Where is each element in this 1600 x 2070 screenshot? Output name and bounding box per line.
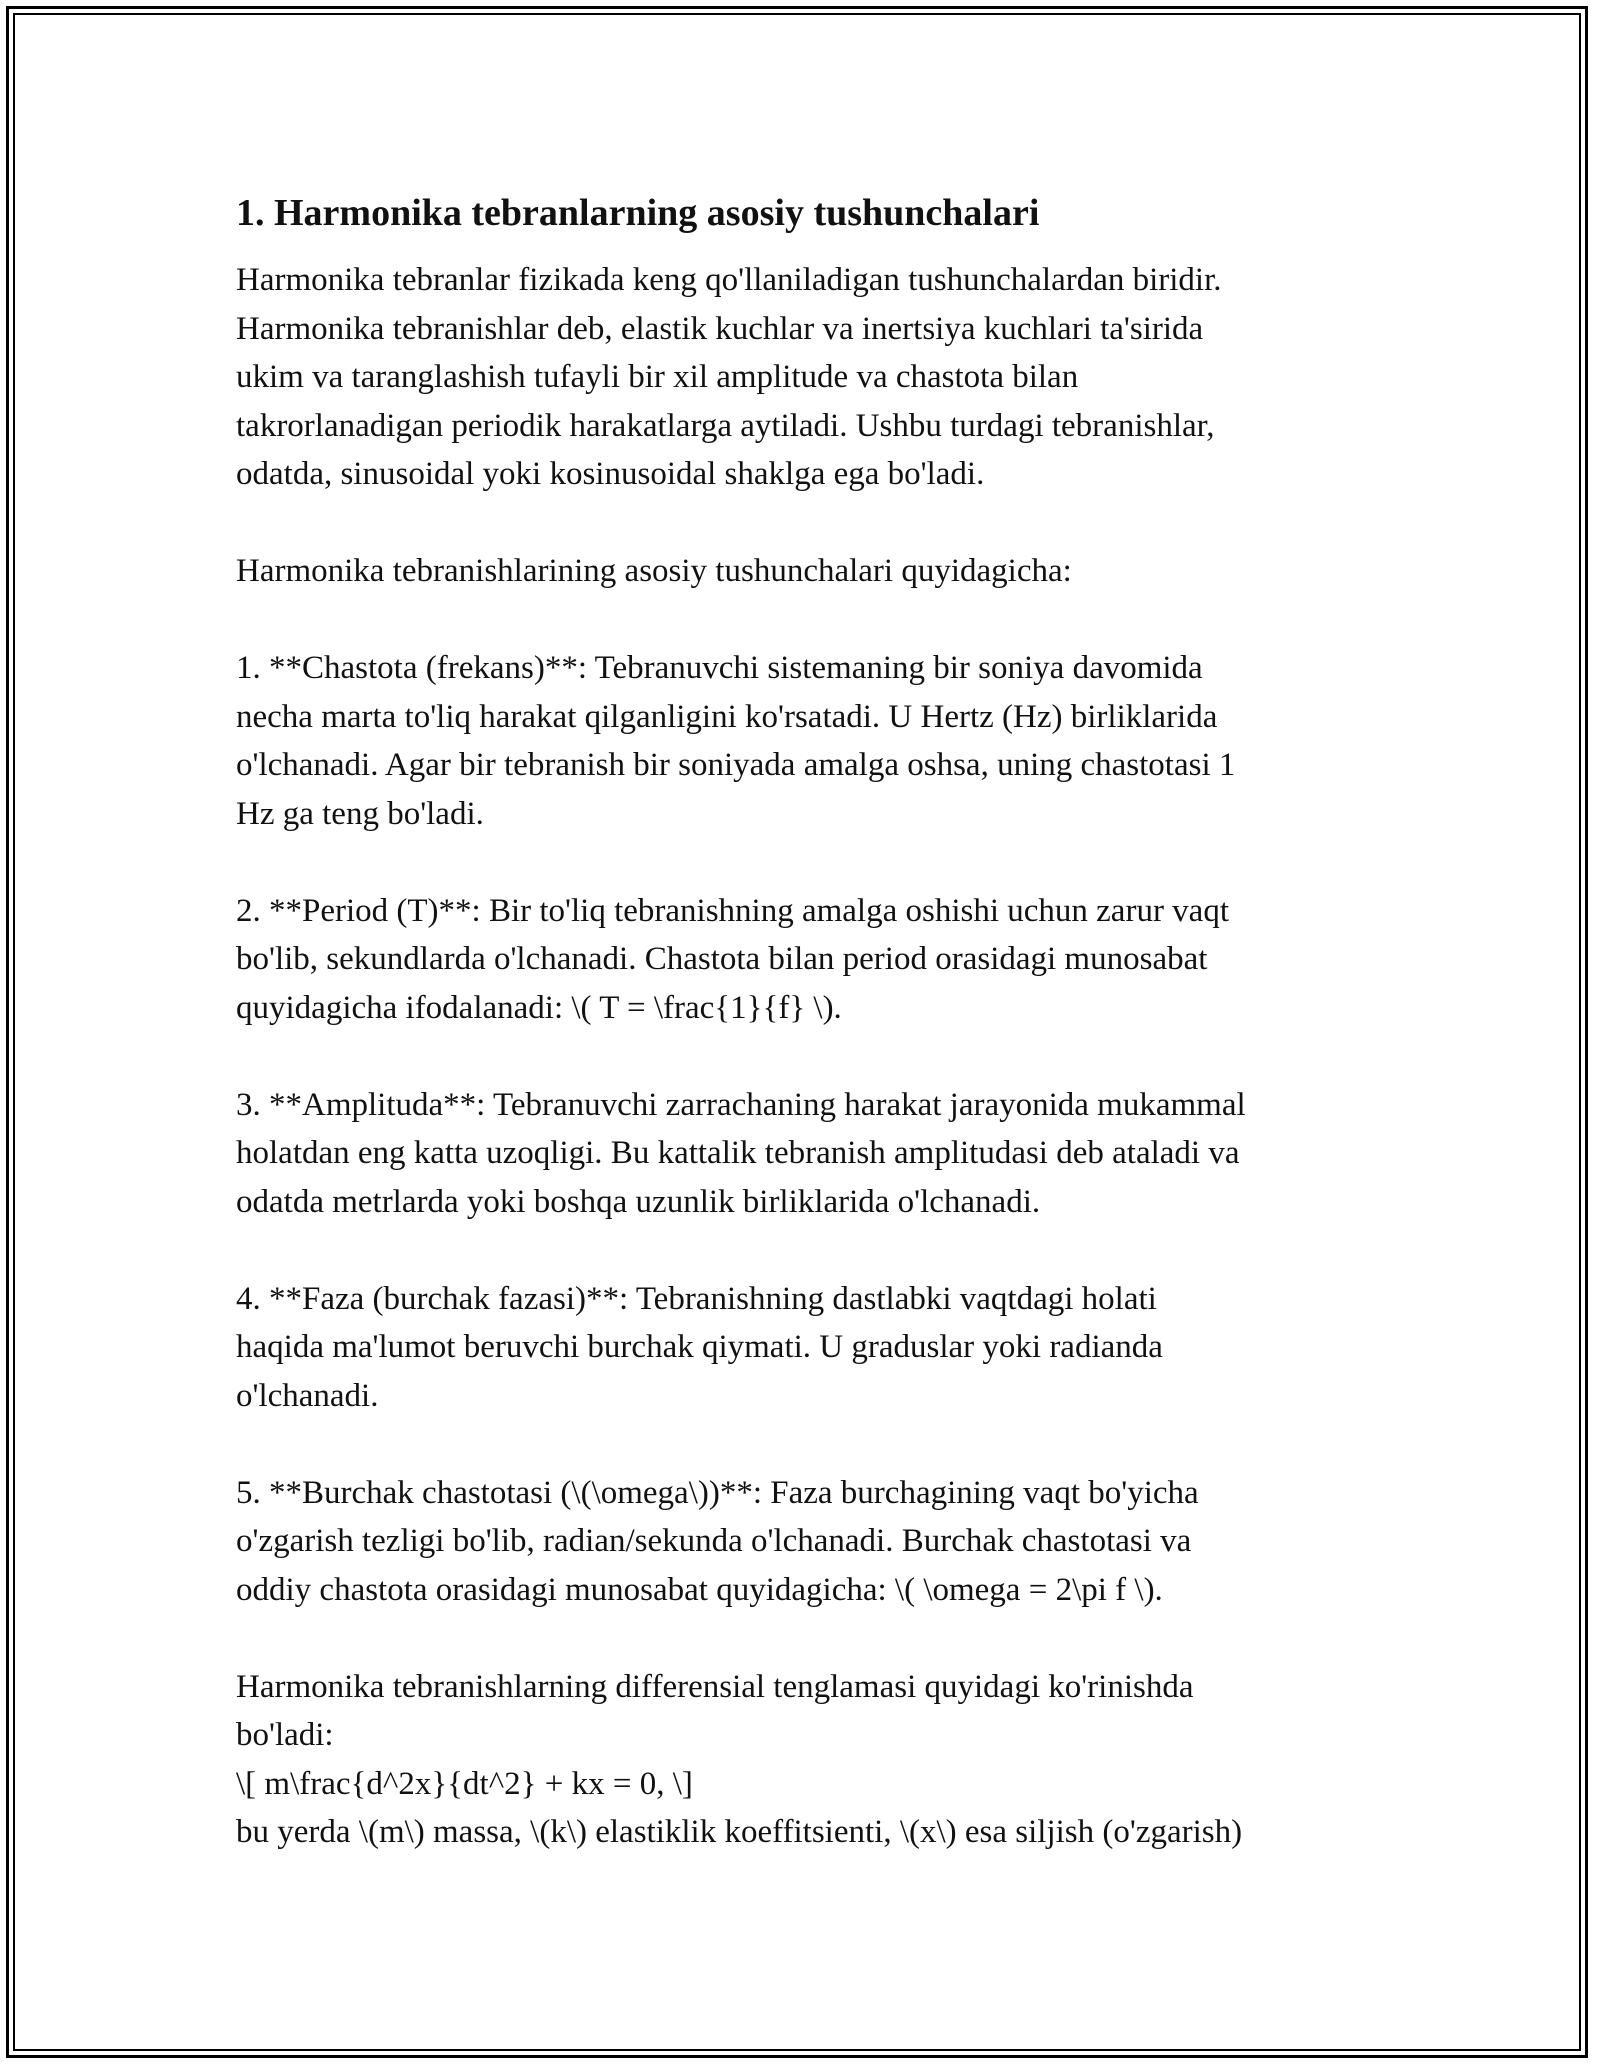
text-line: 1. **Chastota (frekans)**: Tebranuvchi sistemaning bir soniya davomida (236, 650, 1203, 686)
text-line: odatda metrlarda yoki boshqa uzunlik birliklarida o'lchanadi. (236, 1183, 1041, 1220)
text-line: bo'ladi: (236, 1717, 334, 1753)
document-title: 1. Harmonika tebranlarning asosiy tushunchalari (236, 192, 1040, 234)
text-line: 3. **Amplituda**: Tebranuvchi zarrachaning harakat jarayonida mukammal (236, 1086, 1246, 1123)
text-line: o'lchanadi. Agar bir tebranish bir soniyada amalga oshsa, uning chastotasi 1 (236, 747, 1236, 783)
text-line: quyidagicha ifodalanadi: \( T = \frac{1}{f} \). (236, 989, 842, 1026)
paragraph-list (236, 256, 1376, 1857)
text-line: Harmonika tebranishlar deb, elastik kuchlar va inertsiya kuchlari ta'sirida (236, 310, 1204, 347)
paragraph (236, 1275, 1376, 1421)
text-line: bu yerda \(m\) massa, \(k\) elastiklik koeffitsienti, \(x\) esa siljish (o'zgarish) (236, 1814, 1243, 1850)
text-line: odatda, sinusoidal yoki kosinusoidal shaklga ega bo'ladi. (236, 456, 985, 492)
text-line: 5. **Burchak chastotasi (\(\omega\))**: Faza burchagining vaqt bo'yicha (236, 1474, 1199, 1511)
text-line: oddiy chastota orasidagi munosabat quyidagicha: \( \omega = 2\pi f \). (236, 1571, 1163, 1608)
text-line: 4. **Faza (burchak fazasi)**: Tebranishning dastlabki vaqtdagi holati (236, 1280, 1157, 1317)
text-line: Hz ga teng bo'ladi. (236, 795, 484, 832)
paragraph (236, 1081, 1376, 1227)
paragraph (236, 1663, 1376, 1857)
text-line: Harmonika tebranishlarining asosiy tushunchalari quyidagicha: (236, 553, 1072, 589)
text-line: o'lchanadi. (236, 1377, 379, 1414)
paragraph (236, 887, 1376, 1033)
text-line: haqida ma'lumot beruvchi burchak qiymati. U graduslar yoki radianda (236, 1329, 1163, 1365)
paragraph (236, 547, 1376, 596)
text-line: takrorlanadigan periodik harakatlarga aytiladi. Ushbu turdagi tebranishlar, (236, 407, 1215, 444)
text-line: bo'lib, sekundlarda o'lchanadi. Chastota bilan period orasidagi munosabat (236, 941, 1208, 977)
text-line: Harmonika tebranishlarning differensial tenglamasi quyidagi ko'rinishda (236, 1668, 1194, 1705)
paragraph (236, 256, 1376, 499)
text-line: o'zgarish tezligi bo'lib, radian/sekunda o'lchanadi. Burchak chastotasi va (236, 1523, 1192, 1559)
paragraph (236, 1469, 1376, 1615)
text-line: Harmonika tebranlar fizikada keng qo'llaniladigan tushunchalardan biridir. (236, 262, 1222, 298)
document-body (236, 186, 1376, 1857)
text-line: 2. **Period (T)**: Bir to'liq tebranishning amalga oshishi uchun zarur vaqt (236, 892, 1229, 929)
text-line: necha marta to'liq harakat qilganligini ko'rsatadi. U Hertz (Hz) birliklarida (236, 698, 1218, 735)
text-line: ukim va taranglashish tufayli bir xil amplitude va chastota bilan (236, 359, 1079, 395)
text-line: holatdan eng katta uzoqligi. Bu kattalik tebranish amplitudasi deb ataladi va (236, 1135, 1240, 1171)
paragraph (236, 644, 1376, 838)
text-line: \[ m\frac{d^2x}{dt^2} + kx = 0, \] (236, 1765, 693, 1802)
